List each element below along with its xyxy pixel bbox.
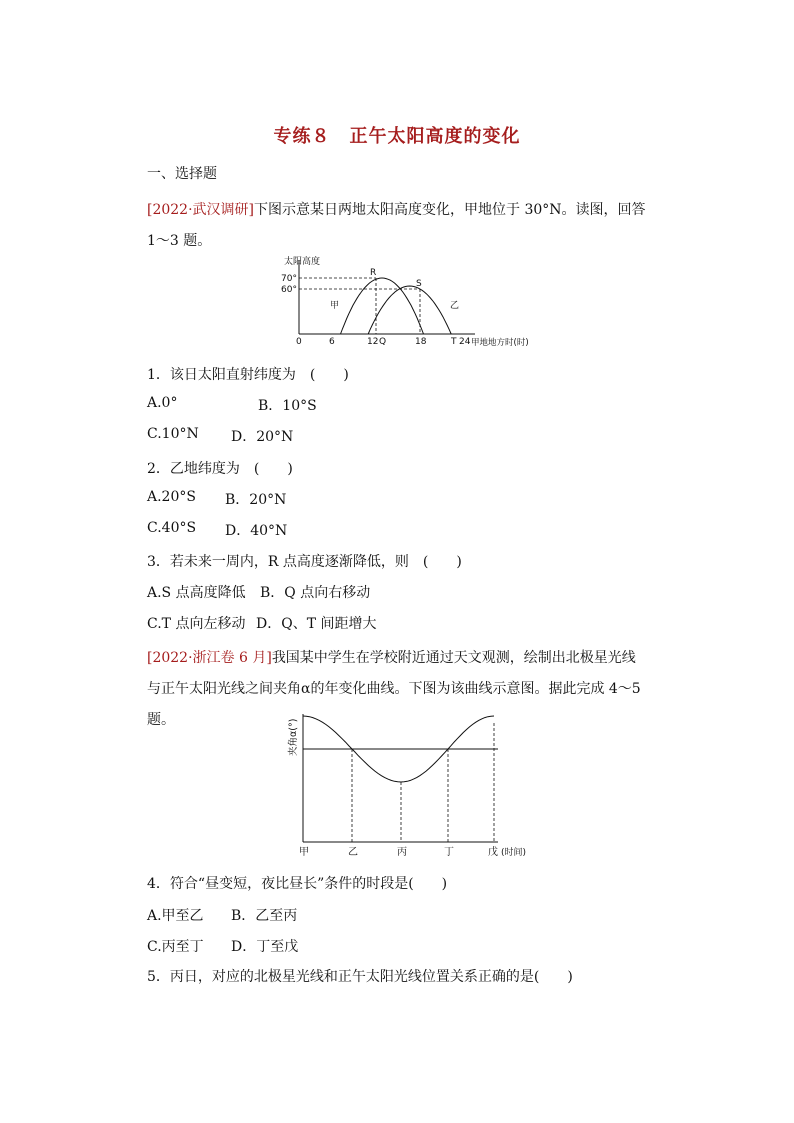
- figure1-xtick-12: 12: [367, 337, 379, 347]
- figure1-xtick-0: 0: [296, 337, 302, 347]
- question-4-option-a: A.甲至乙: [147, 908, 204, 924]
- question-2-option-b: B．20°N: [225, 492, 287, 508]
- figure1-ytick-70: 70°: [281, 274, 297, 284]
- figure1-point-S: S: [416, 279, 422, 289]
- figure1-xtick-6: 6: [329, 337, 335, 347]
- question-1-option-b: B．10°S: [258, 398, 317, 414]
- figure1-point-T: T: [451, 337, 457, 347]
- figure2-ylabel: 夹角α(°): [288, 718, 299, 756]
- figure1-curve-yi: [368, 286, 451, 334]
- question-4-option-d: D．丁至戊: [231, 939, 299, 955]
- figure1-curve-label-jia: 甲: [330, 301, 340, 311]
- figure1-point-R: R: [370, 268, 377, 278]
- question-2-option-d: D．40°N: [225, 523, 288, 539]
- question-2-stem: 2．乙地纬度为 ( ): [147, 461, 293, 477]
- question-1-option-d: D．20°N: [231, 429, 294, 445]
- figure1-ylabel: 太阳高度: [284, 257, 321, 267]
- question-4-option-c: C.丙至丁: [147, 939, 204, 955]
- group1-text: 下图示意某日两地太阳高度变化，甲地位于 30°N。读图，回答 1～3 题。: [147, 202, 646, 249]
- group1-source: [2022·武汉调研]: [147, 202, 255, 218]
- figure1-xtick-18: 18: [415, 337, 427, 347]
- figure1-ytick-60: 60°: [281, 285, 297, 295]
- question-2-option-c: C.40°S: [147, 520, 197, 536]
- figure2-xlabel-jia: 甲: [299, 847, 309, 858]
- question-4-stem: 4．符合“昼变短，夜比昼长”条件的时段是( ): [147, 876, 448, 892]
- figure1-curve-label-yi: 乙: [450, 301, 460, 311]
- figure2-xlabel-wu: 戊: [488, 847, 498, 858]
- figure1-xtick-24: 24: [459, 337, 471, 347]
- question-3-option-a: A.S 点高度降低: [147, 585, 246, 601]
- figure2-xlabel-ding: 丁: [444, 847, 454, 858]
- group2-source: [2022·浙江卷 6 月]: [147, 650, 272, 666]
- question-1-stem: 1．该日太阳直射纬度为 ( ): [147, 367, 349, 383]
- figure2-xunit: (时间): [501, 848, 527, 858]
- page-title: 专练８ 正午太阳高度的变化: [273, 126, 521, 147]
- question-1-option-c: C.10°N: [147, 426, 199, 442]
- figure2-xlabel-yi: 乙: [348, 847, 358, 858]
- group2-text: 我国某中学生在学校附近通过天文观测，绘制出北极星光线与正午太阳光线之间夹角α的年变化曲线。下图为该曲线示意图。据此完成 4～5 题。: [147, 650, 641, 728]
- question-4-option-b: B．乙至丙: [231, 908, 298, 924]
- question-1-option-a: A.0°: [147, 395, 178, 411]
- group1-intro: [147, 195, 647, 257]
- figure2-xlabel-bing: 丙: [397, 847, 407, 858]
- question-3-option-d: D．Q、T 间距增大: [256, 616, 377, 632]
- figure2-chart: [280, 706, 550, 864]
- question-3-option-b: B．Q 点向右移动: [260, 585, 371, 601]
- figure1-point-Q: Q: [379, 337, 387, 347]
- figure1-xlabel: 甲地地方时(时): [471, 338, 529, 348]
- question-2-option-a: A.20°S: [147, 489, 196, 505]
- figure1-chart: [280, 252, 545, 352]
- section-heading: 一、选择题: [147, 166, 217, 182]
- question-3-option-c: C.T 点向左移动: [147, 616, 246, 632]
- question-5-stem: 5．丙日，对应的北极星光线和正午太阳光线位置关系正确的是( ): [147, 969, 573, 985]
- question-3-stem: 3．若未来一周内，R 点高度逐渐降低，则 ( ): [147, 554, 462, 570]
